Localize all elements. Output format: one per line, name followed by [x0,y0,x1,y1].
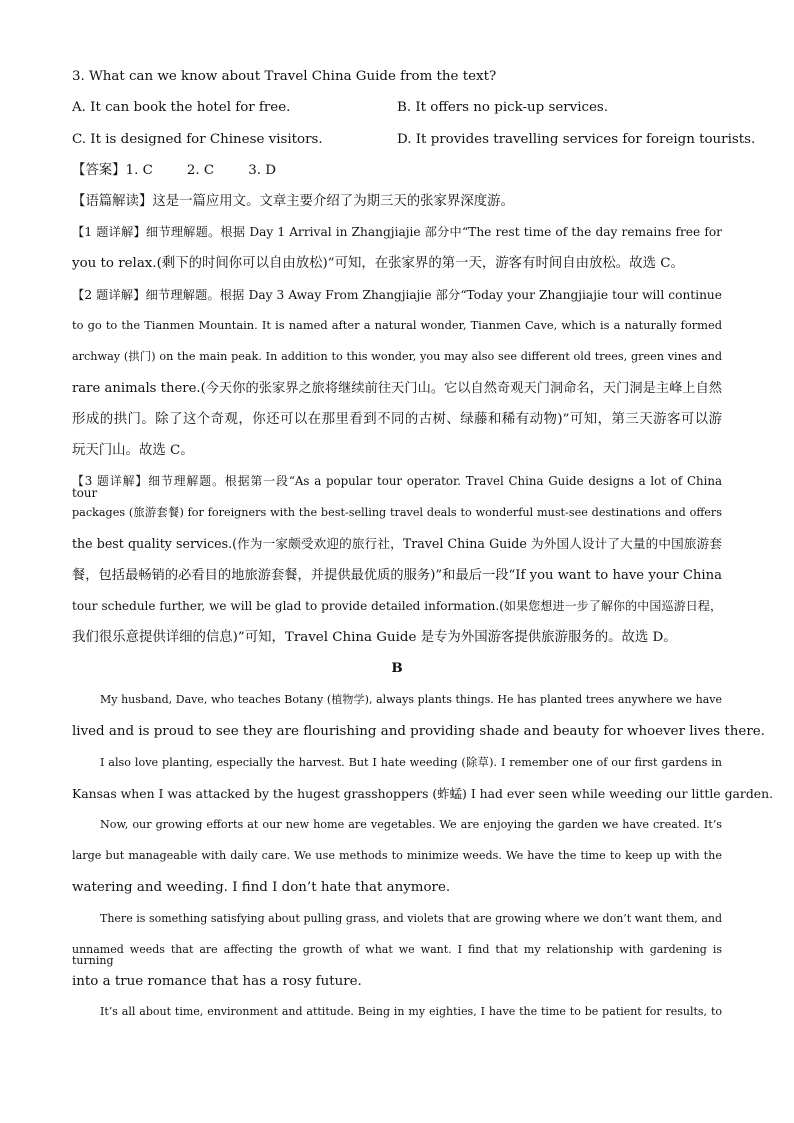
q3-explanation-line: 【3 题详解】细节理解题。根据第一段“As a popular tour operator. Travel China Guide designs a lot of China tour [72,474,722,500]
option-a: A. It can book the hotel for free. [72,100,291,115]
q2-explanation-line: rare animals there.(今天你的张家界之旅将继续前往天门山。它以自然奇观天门洞命名，天门洞是主峰上自然 [72,381,722,396]
passage-line: into a true romance that has a rosy future. [72,974,362,989]
passage-line: It’s all about time, environment and attitude. Being in my eighties, I have the time to be patient for results, to [100,1005,722,1018]
q2-explanation-line: 形成的拱门。除了这个奇观，你还可以在那里看到不同的古树、绿藤和稀有动物)”可知，第三天游客可以游 [72,412,722,427]
passage-line: Now, our growing efforts at our new home are vegetables. We are enjoying the garden we have created. It’s [100,818,722,831]
passage-line: large but manageable with daily care. We use methods to minimize weeds. We have the time to keep up with the [72,849,722,862]
q3-explanation-line: the best quality services.(作为一家颇受欢迎的旅行社，Travel China Guide 为外国人设计了大量的中国旅游套 [72,536,722,551]
passage-line: lived and is proud to see they are flourishing and providing shade and beauty for whoever lives there. [72,724,765,739]
passage-line: I also love planting, especially the harvest. But I hate weeding (除草). I remember one of our first gardens in [100,756,722,769]
passage-line: My husband, Dave, who teaches Botany (植物学), always plants things. He has planted trees anywhere we have [100,693,722,706]
q3-explanation-line: packages (旅游套餐) for foreigners with the best-selling travel deals to wonderful must-see destinations and offers [72,506,722,519]
section-heading: B [391,660,403,676]
question-3-stem: 3. What can we know about Travel China Guide from the text? [72,69,497,84]
q1-explanation-line: you to relax.(剩下的时间你可以自由放松)”可知，在张家界的第一天，游客有时间自由放松。故选 C。 [72,256,684,271]
answer-key: 【答案】1. C 2. C 3. D [72,163,276,178]
passage-line: There is something satisfying about pulling grass, and violets that are growing where we don’t want them, and [100,912,722,925]
q2-explanation-line: 【2 题详解】细节理解题。根据 Day 3 Away From Zhangjiajie 部分“Today your Zhangjiajie tour will continue [72,288,722,302]
q3-explanation-line: 餐，包括最畅销的必看目的地旅游套餐，并提供最优质的服务)”和最后一段“If you want to have your China [72,568,722,583]
passage-line: watering and weeding. I find I don’t hate that anymore. [72,880,451,895]
q3-explanation-line: tour schedule further, we will be glad to provide detailed information.(如果您想进一步了解你的中国巡游日程， [72,599,722,613]
q2-explanation-line: archway (拱门) on the main peak. In addition to this wonder, you may also see different old trees, green vines and [72,350,722,363]
option-b: B. It offers no pick-up services. [397,100,609,115]
q2-explanation-line: to go to the Tianmen Mountain. It is named after a natural wonder, Tianmen Cave, which is a naturally formed [72,318,722,332]
q1-explanation-line: 【1 题详解】细节理解题。根据 Day 1 Arrival in Zhangjiajie 部分中“The rest time of the day remains free for [72,225,722,239]
passage-overview: 【语篇解读】这是一篇应用文。文章主要介绍了为期三天的张家界深度游。 [72,194,514,209]
passage-line: unnamed weeds that are affecting the growth of what we want. I find that my relationship with gardening is turning [72,943,722,967]
passage-line: Kansas when I was attacked by the hugest grasshoppers (蚱蜢) I had ever seen while weeding our little garden. [72,786,774,801]
option-d: D. It provides travelling services for foreign tourists. [397,132,756,147]
q3-explanation-line: 我们很乐意提供详细的信息)”可知，Travel China Guide 是专为外国游客提供旅游服务的。故选 D。 [72,630,677,645]
option-c: C. It is designed for Chinese visitors. [72,132,323,147]
q2-explanation-line: 玩天门山。故选 C。 [72,443,194,458]
